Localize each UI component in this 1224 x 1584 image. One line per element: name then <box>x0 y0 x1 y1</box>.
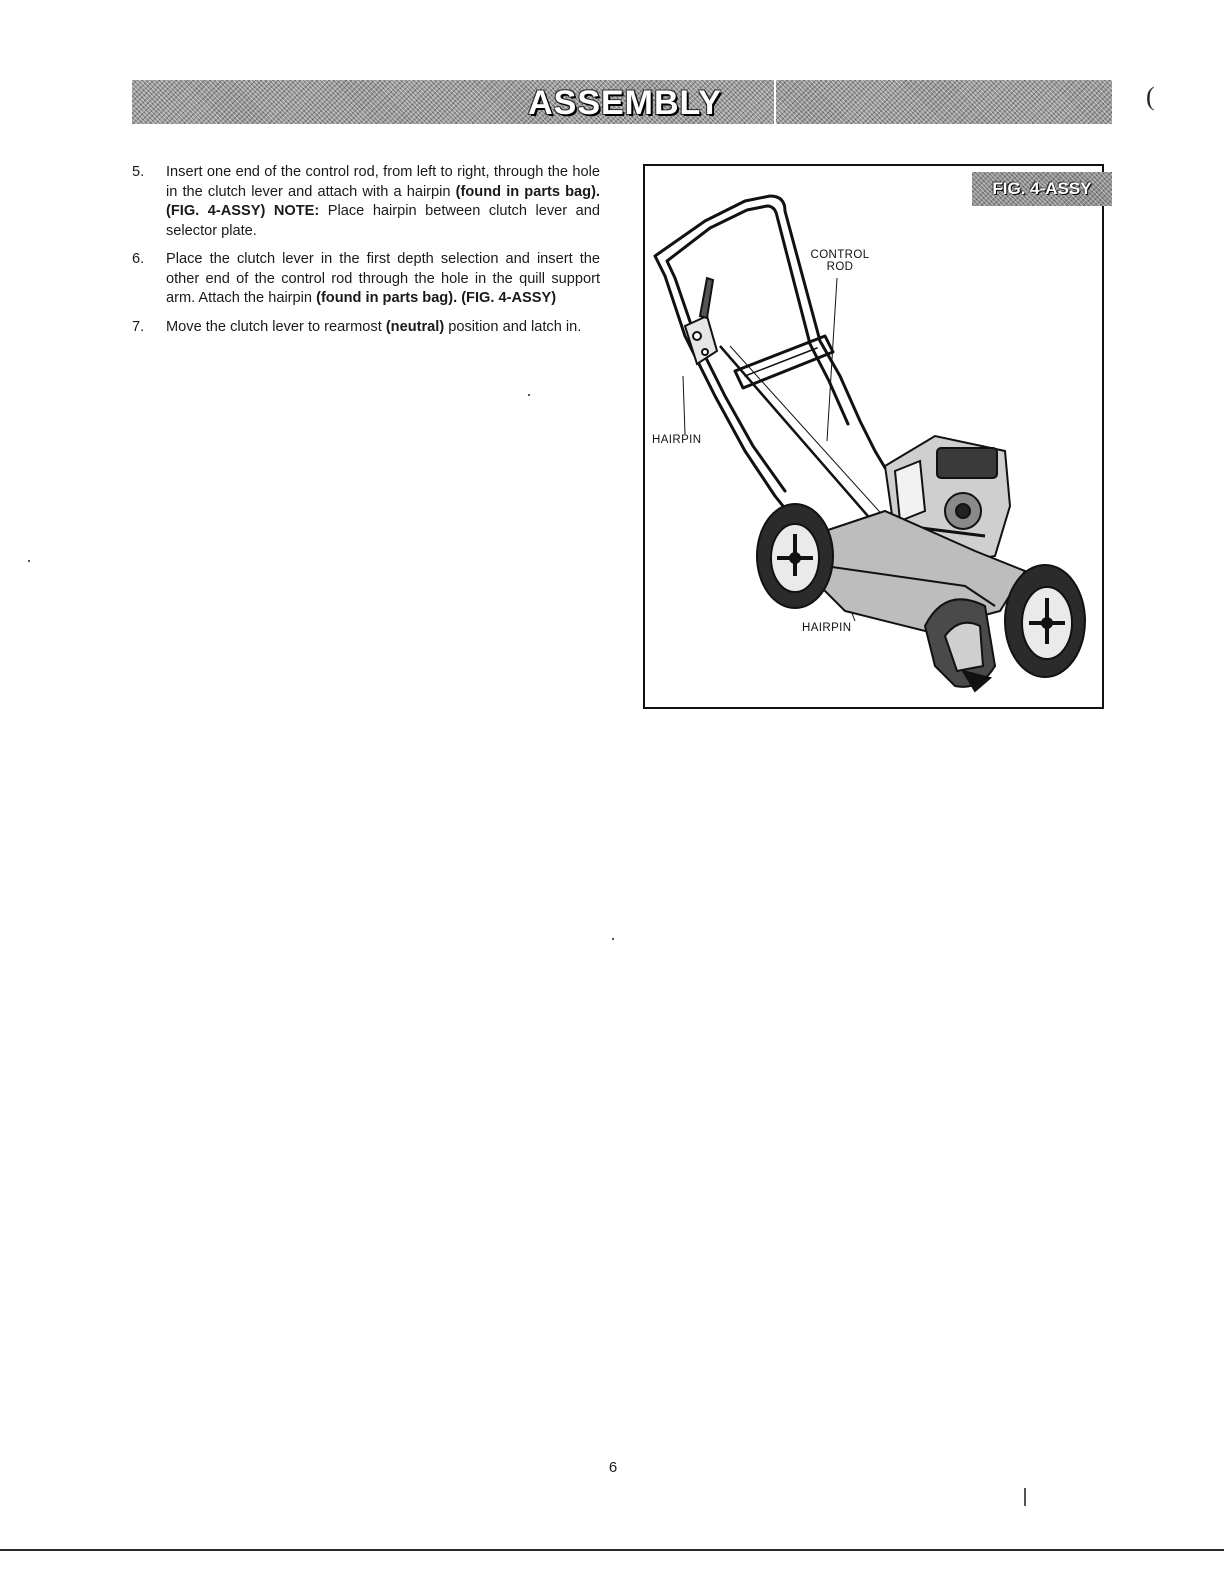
step-text-run: Place the clutch lever in the first depth selection and insert the other end of the control rod through the hole in the quill support arm. Attach the hairpin <box>166 251 600 306</box>
scan-speck <box>28 560 30 562</box>
step-text-run: position and latch in. <box>444 318 582 335</box>
left-wheel <box>757 504 833 608</box>
step-text-run: Move the clutch lever to rearmost <box>166 318 386 335</box>
handle-left-leg-inner <box>675 278 785 491</box>
assembly-instructions <box>132 163 600 346</box>
step-text-bold: (found in parts bag). <box>455 183 600 200</box>
step-text <box>166 250 600 309</box>
step-text-bold: (FIG. 4-ASSY) NOTE: <box>166 203 320 219</box>
figure-label: FIG. 4-ASSY <box>972 172 1112 206</box>
edger-illustration <box>645 166 1102 707</box>
control-rod-callout-line2: ROD <box>826 261 854 273</box>
section-title: ASSEMBLY <box>528 84 722 122</box>
scan-speck <box>1024 1488 1026 1506</box>
margin-mark: ( <box>1146 82 1155 111</box>
right-wheel <box>1005 565 1085 677</box>
instruction-step <box>132 318 600 338</box>
control-rod-callout-line1: CONTROL <box>810 249 870 261</box>
step-text-run: Insert one end of the control rod, from left to right, through the hole in the clutch lever and attach with a hairpin <box>166 164 600 200</box>
step-number: 5. <box>132 164 145 180</box>
selector-plate <box>685 316 717 364</box>
step-text-bold: (found in parts bag). (FIG. 4-ASSY) <box>316 290 557 306</box>
handle-inner <box>667 206 848 424</box>
header-divider <box>774 80 776 124</box>
step-text-run: Place hairpin between clutch lever and selector plate. <box>166 203 600 239</box>
blade-guard <box>925 599 995 691</box>
instruction-step <box>132 163 600 241</box>
step-text-bold: (neutral) <box>385 318 445 335</box>
handle-left-leg <box>665 276 795 521</box>
clutch-lever <box>700 278 713 318</box>
hairpin-left-callout: HAIRPIN <box>652 434 702 446</box>
bottom-rule <box>0 1549 1224 1551</box>
step-text <box>166 163 600 241</box>
step-number: 6. <box>132 251 145 267</box>
scan-speck <box>612 938 614 940</box>
scan-speck <box>528 394 530 396</box>
instruction-step <box>132 250 600 309</box>
control-rod-callout <box>800 249 880 273</box>
step-text <box>166 318 600 338</box>
hairpin-bottom-callout: HAIRPIN <box>802 622 852 634</box>
page-number: 6 <box>608 1459 618 1476</box>
step-number: 7. <box>132 318 145 335</box>
